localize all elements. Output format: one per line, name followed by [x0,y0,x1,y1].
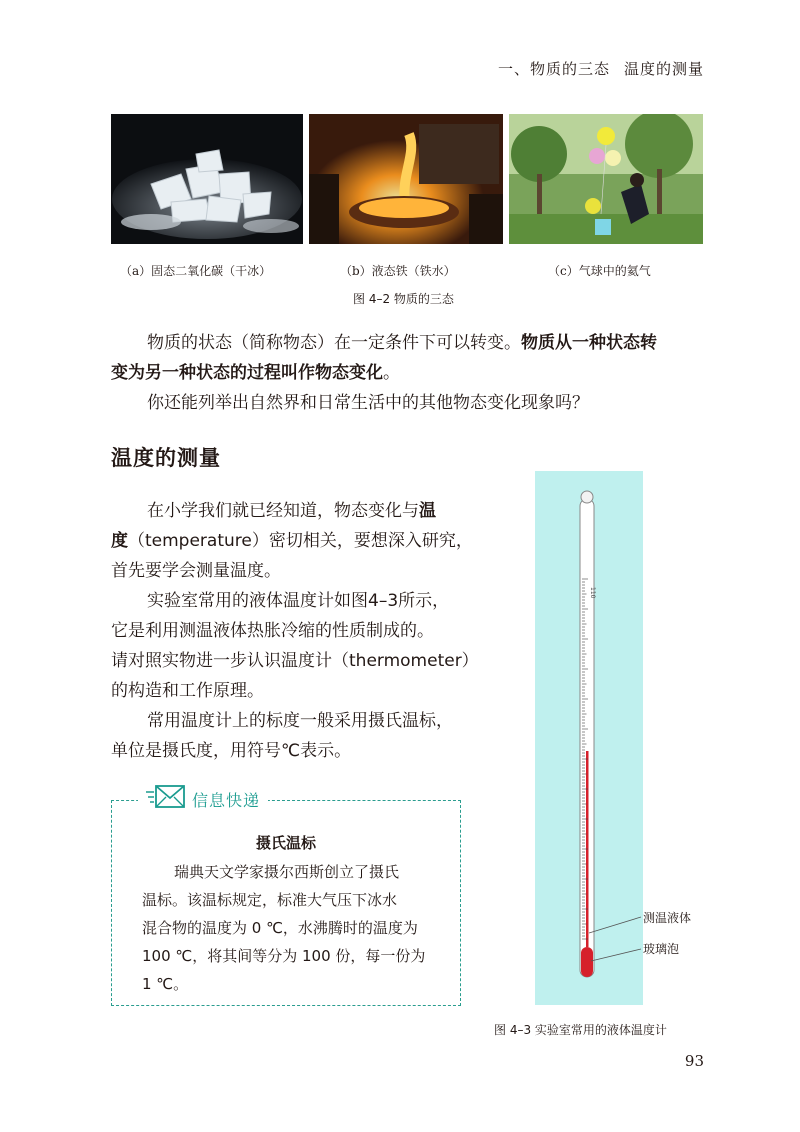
section-line: 单位是摄氏度，用符号℃表示。 [111,741,352,761]
intro-paragraph-2: 你还能列举出自然界和日常生活中的其他物态变化现象吗？ [147,393,589,413]
intro-paragraph-1 [111,328,711,418]
header-section: 一、物质的三态 [497,60,610,78]
intro-bold-a: 物质从一种状态转 [521,333,657,353]
info-box-line: 100 ℃，将其间等分为 100 份，每一份为 [142,947,426,965]
section-line: 常用温度计上的标度一般采用摄氏温标， [147,711,453,731]
info-box-line: 混合物的温度为 0 ℃，水沸腾时的温度为 [142,919,418,937]
section-body [111,496,483,766]
caption-c: （c）气球中的氦气 [548,264,651,278]
photo-balloons-helium [509,114,703,244]
label-glass-bulb: 玻璃泡 [643,942,680,956]
intro-end: 。 [383,363,400,383]
caption-a: （a）固态二氧化碳（干冰） [120,264,272,278]
section-line: 的构造和工作原理。 [111,681,264,701]
section-line: 它是利用测温液体热胀冷缩的性质制成的。 [111,621,434,641]
intro-bold-b: 变为另一种状态的过程叫作物态变化 [111,363,383,383]
section-line-bold: 温 [419,501,436,521]
section-line: 在小学我们就已经知道，物态变化与 [147,501,419,521]
info-box-title: 信息快递 [192,790,261,810]
info-box-line: 瑞典天文学家摄尔西斯创立了摄氏 [174,863,400,881]
info-box-header [138,784,268,814]
caption-b: （b）液态铁（铁水） [340,264,456,278]
section-line: 首先要学会测量温度。 [111,561,281,581]
info-box-heading: 摄氏温标 [255,834,316,852]
info-box-line: 1 ℃。 [142,975,189,993]
section-heading: 温度的测量 [111,446,221,470]
info-box-line: 温标。该温标规定，标准大气压下冰水 [142,891,398,909]
scale-label: 110 [589,587,596,599]
running-header [498,58,704,79]
section-line: 实验室常用的液体温度计如图4–3所示， [147,591,450,611]
figure-4-2-title: 图 4–2 物质的三态 [353,292,454,306]
photo-molten-iron [309,114,503,244]
section-line: 请对照实物进一步认识温度计（thermometer） [111,651,479,671]
envelope-icon [146,784,186,814]
intro-normal: 物质的状态（简称物态）在一定条件下可以转变。 [147,333,521,353]
section-line: （temperature）密切相关，要想深入研究， [128,531,473,551]
label-measuring-liquid: 测温液体 [643,911,692,925]
header-subsection: 温度的测量 [623,60,704,78]
info-box-body [142,858,452,998]
section-line-bold: 度 [111,531,128,551]
page-number: 93 [684,1052,704,1070]
photo-dry-ice [111,114,303,244]
figure-4-3-title: 图 4–3 实验室常用的液体温度计 [494,1023,667,1037]
